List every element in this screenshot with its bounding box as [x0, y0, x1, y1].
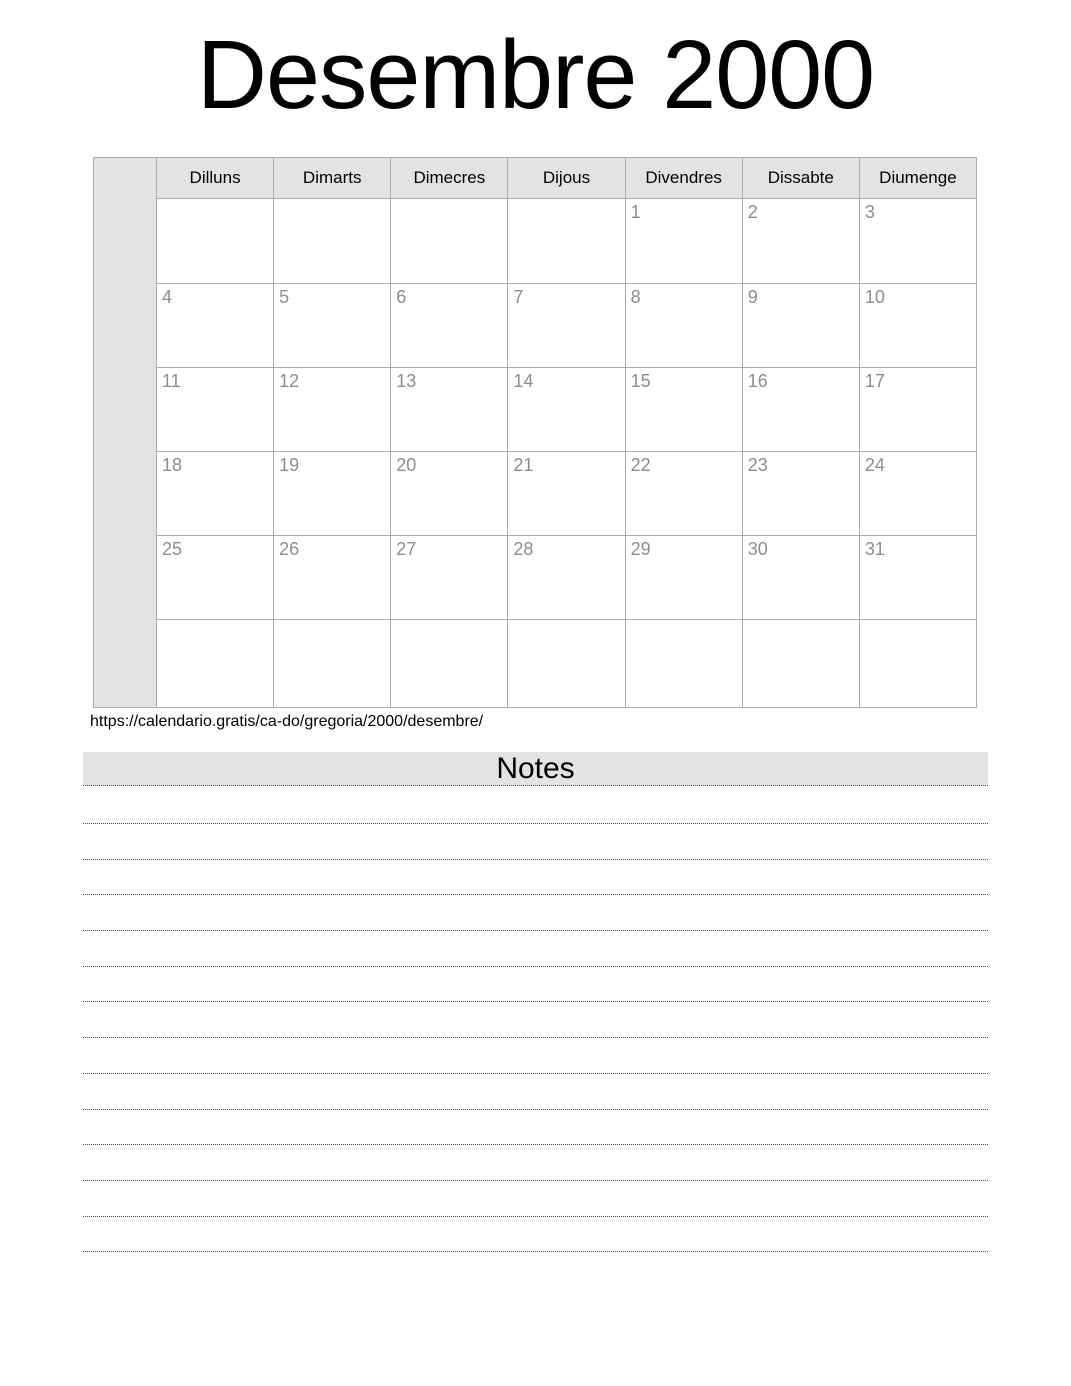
notes-header [83, 752, 988, 786]
day-cell: 16 [742, 368, 859, 452]
note-lines [83, 823, 988, 1287]
note-line [83, 1073, 988, 1109]
weekday-header-thursday: Dijous [508, 158, 625, 199]
day-cell: 3 [859, 199, 976, 284]
day-cell: 25 [157, 536, 274, 620]
day-cell: 20 [391, 452, 508, 536]
day-cell: 19 [274, 452, 391, 536]
day-cell: 11 [157, 368, 274, 452]
day-cell [742, 620, 859, 708]
page-title: Desembre 2000 [196, 20, 875, 129]
week-row [94, 452, 977, 536]
day-cell: 15 [625, 368, 742, 452]
note-line [83, 1180, 988, 1216]
week-row [94, 620, 977, 708]
source-url: https://calendario.gratis/ca-do/gregoria/2000/desembre/ [90, 713, 484, 730]
day-cell [157, 199, 274, 284]
weekday-header-friday: Divendres [625, 158, 742, 199]
day-cell: 2 [742, 199, 859, 284]
day-cell: 10 [859, 284, 976, 368]
note-line [83, 859, 988, 895]
week-row [94, 284, 977, 368]
note-line [83, 1144, 988, 1180]
day-cell: 13 [391, 368, 508, 452]
weekday-header-monday: Dilluns [157, 158, 274, 199]
weekday-header-tuesday: Dimarts [274, 158, 391, 199]
day-cell: 5 [274, 284, 391, 368]
weekday-header-sunday: Diumenge [859, 158, 976, 199]
day-cell: 23 [742, 452, 859, 536]
day-cell [859, 620, 976, 708]
day-cell: 17 [859, 368, 976, 452]
note-line [83, 1251, 988, 1287]
note-line [83, 1037, 988, 1073]
notes-label: Notes [496, 752, 575, 785]
day-cell: 26 [274, 536, 391, 620]
day-cell [157, 620, 274, 708]
day-cell: 1 [625, 199, 742, 284]
weekday-header-row [94, 158, 977, 199]
day-cell: 7 [508, 284, 625, 368]
weekday-header-wednesday: Dimecres [391, 158, 508, 199]
day-cell [625, 620, 742, 708]
week-row [94, 536, 977, 620]
day-cell [274, 620, 391, 708]
note-line [83, 823, 988, 859]
day-cell: 18 [157, 452, 274, 536]
day-cell: 6 [391, 284, 508, 368]
note-line [83, 894, 988, 930]
day-cell: 14 [508, 368, 625, 452]
day-cell: 12 [274, 368, 391, 452]
note-line [83, 966, 988, 1002]
day-cell: 22 [625, 452, 742, 536]
day-cell [274, 199, 391, 284]
note-line [83, 930, 988, 966]
day-cell [391, 199, 508, 284]
week-row [94, 368, 977, 452]
day-cell [508, 199, 625, 284]
day-cell: 21 [508, 452, 625, 536]
note-line [83, 1216, 988, 1252]
calendar-table [93, 157, 977, 708]
note-line [83, 1001, 988, 1037]
day-cell: 4 [157, 284, 274, 368]
day-cell: 29 [625, 536, 742, 620]
day-cell: 28 [508, 536, 625, 620]
day-cell: 24 [859, 452, 976, 536]
day-cell: 9 [742, 284, 859, 368]
day-cell: 31 [859, 536, 976, 620]
day-cell [391, 620, 508, 708]
day-cell: 30 [742, 536, 859, 620]
day-cell [508, 620, 625, 708]
weekday-header-saturday: Dissabte [742, 158, 859, 199]
day-cell: 8 [625, 284, 742, 368]
note-line [83, 1109, 988, 1145]
week-row [94, 199, 977, 284]
day-cell: 27 [391, 536, 508, 620]
week-number-column [94, 158, 157, 708]
